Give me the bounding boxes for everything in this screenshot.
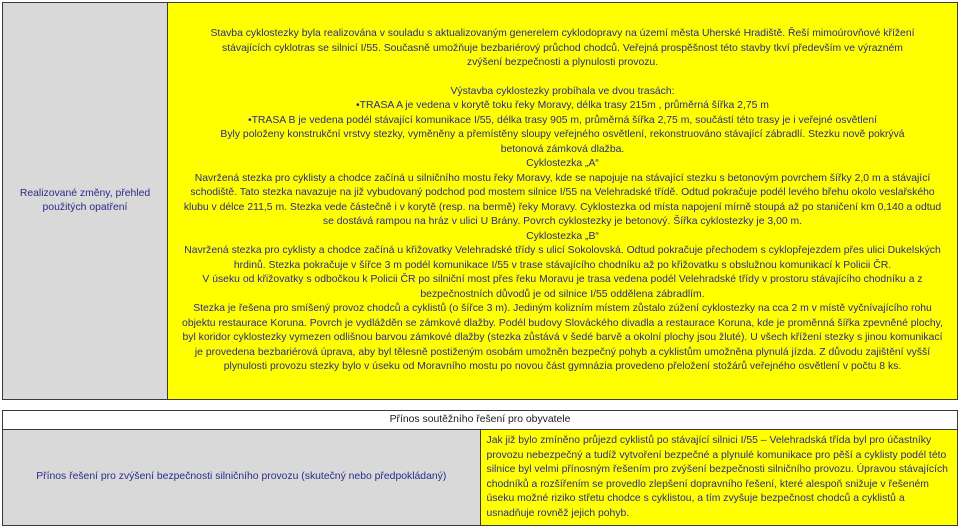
benefit-table (2, 410, 958, 526)
paragraph: Stezka je řešena pro smíšený provoz chodců a cyklistů (o šířce 3 m). Jediným kolizním místem zůstalo zúžení cyklostezky na cca 2 m v místě vyčnívajícího rohu objektu restaurace Koruna. Povrch je vydlážděn se zámkové dlažby. Podél budovy Slováckého divadla a restaurace Koruna, kde je proměnná šířka zpevněné plochy, byl koridor cyklostezky vymezen odlišnou barvou zámkové dlažby (stezka zůstává v šedé barvě a okolní plochy jsou žluté). U všech křížení stezky s jinou komunikací je provedena bezbariérová úprava, aby byl tělesně postiženým osobám umožněn bezpečný pohyb a cyklistům umožněna plynulá jízda. Z důvodu zajištění vyšší plynulosti provozu stezky bylo v úseku od Moravního mostu po novou část gymnázia provedeno přeložení stožárů veřejného osvětlení v počtu 8 ks. (182, 303, 943, 373)
measures-label-cell (3, 3, 168, 400)
measures-detail (168, 85, 957, 375)
paragraph: •TRASA B je vedena podél stávající komunikace I/55, délka trasy 905 m, průměrná šířka 2,75 m, součástí této trasy je i veřejné osvětlení (247, 114, 878, 126)
benefit-header-row (3, 411, 958, 430)
measures-table (2, 2, 958, 400)
intro-text: Stavba cyklostezky byla realizována v souladu s aktualizovaným generelem cyklodopravy na území města Uherské Hradiště. Řeší mimoúrovňové křížení stávajících cyklotras se silnicí I/55. Současně umožňuje bezbariérový průchod chodců. Veřejná prospěšnost této stavby tkví především ve výrazném zvýšení bezpečnosti a plynulosti provozu. (210, 28, 915, 69)
benefit-row (3, 430, 958, 526)
measures-row (3, 3, 958, 400)
benefit-content-cell (480, 430, 958, 526)
paragraph: Navržená stezka pro cyklisty a chodce začíná u křižovatky Velehradské třídy s ulicí Sokolovská. Odtud pokračuje přechodem s cyklopřejezdem přes ulici Dukelských hrdinů. Stezka pokračuje v šířce 3 m podél komunikace I/55 v trase stávajícího chodníku až po křižovatku s obslužnou komunikací k Policii ČR. (184, 245, 941, 271)
measures-content-cell (168, 3, 958, 400)
benefit-header: Přínos soutěžního řešení pro obyvatele (3, 411, 958, 430)
paragraph: Byly položeny konstrukční vrstvy stezky, vyměněny a přemístěny sloupy veřejného osvětlení, rekonstruováno stávající zábradlí. Stezku nově pokrývá betonová zámková dlažba. (220, 129, 905, 155)
paragraph: Navržená stezka pro cyklisty a chodce začíná u silničního mostu řeky Moravy, kde se napojuje na stávající stezku s betonovým povrchem šířky 2,0 m a stávající schodiště. Tato stezka navazuje na již vybudovaný podchod pod mostem silnice I/55 na Velehradské třídě. Odtud pokračuje podél levého břehu okolo veslařského klubu v délce 211,5 m. Stezka vede částečně i v korytě (resp. na bermě) řeky Moravy. Cyklostezka od místa napojení mírně stoupá až po staničení km 0,140 a odtud se dostává rampou na hráz v ulici U Brány. Povrch cyklostezky je betonový. Šířka cyklostezky je 3,00 m. (183, 172, 942, 228)
benefit-text: Jak již bylo zmíněno průjezd cyklistů po stávající silnici I/55 – Velehradská třída byl pro účastníky provozu nebezpečný a tudíž vytvoření bezpečné a plynulé komunikace pro pěší a cyklisty podél této silnice byl velmi přínosným řešením pro zvýšení bezpečnosti silničního provozu. Úpravou stávajících chodníků a rozšířením se provedlo zlepšení dopravního řešení, které alespoň snižuje v řešeném úseku možné riziko střetu chodce s cyklistou, a tím zvyšuje bezpečnost chodců a cyklistů a usnadňuje rovněž jejich pohyb. (486, 435, 948, 519)
paragraph: •TRASA A je vedena v korytě toku řeky Moravy, délka trasy 215m , průměrná šířka 2,75 m (356, 100, 769, 112)
paragraph: Cyklostezka „B“ (526, 230, 599, 242)
paragraph: V úseku od křižovatky s odbočkou k Policii ČR po silniční most přes řeku Moravu je trasa vedena podél Velehradské třídy v prostoru stávajícího chodníku a z bezpečnostních důvodů je od silnice I/55 oddělena zábradlím. (202, 274, 923, 300)
paragraph: Výstavba cyklostezky probíhala ve dvou trasách: (450, 85, 675, 97)
benefit-label: Přínos řešení pro zvýšení bezpečnosti silničního provozu (skutečný nebo předpokládaný) (36, 471, 447, 483)
benefit-label-cell (3, 430, 481, 526)
measures-label: Realizované změny, přehled použitých opatření (19, 187, 151, 213)
paragraph: Cyklostezka „A“ (526, 158, 599, 170)
